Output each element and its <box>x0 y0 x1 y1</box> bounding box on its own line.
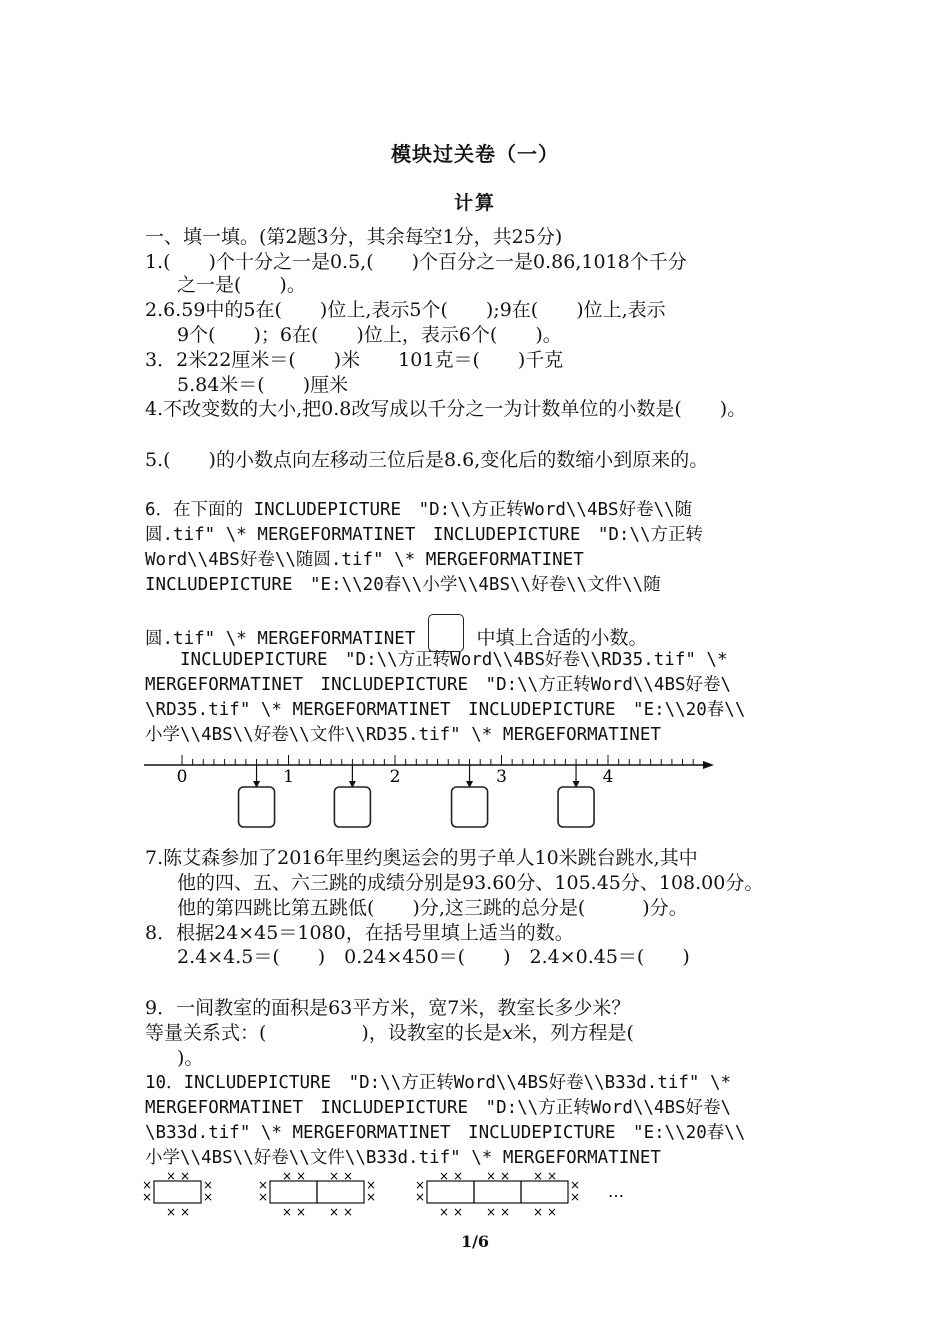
q3-line2: 5.84米＝( )厘米 <box>177 374 349 396</box>
q9-line2 <box>145 1021 634 1045</box>
q6-line5-text: 圆.tif" \* MERGEFORMATINET <box>145 629 416 649</box>
q9-line3: )。 <box>177 1047 204 1069</box>
number-line-arrowhead-icon <box>703 761 714 769</box>
q7-line2: 他的四、五、六三跳的成绩分别是93.60分、105.45分、108.00分。 <box>177 872 764 894</box>
number-line-answer-box <box>334 787 370 827</box>
page-number: 1/6 <box>460 1232 490 1251</box>
chair-mark-icon: × <box>499 1205 511 1219</box>
q9-line2-tail: 米，列方程是( <box>512 1022 634 1044</box>
chair-mark-icon: × <box>485 1172 497 1183</box>
section-subtitle: 计算 <box>453 192 496 214</box>
q6-line9: 小学\\4BS\\好卷\\文件\\RD35.tif" \* MERGEFORMATINET <box>145 725 661 745</box>
number-line-answer-box <box>239 787 275 827</box>
table-pattern-figure <box>140 1172 660 1220</box>
chair-mark-icon: × <box>452 1205 464 1219</box>
chair-mark-icon: × <box>499 1172 511 1183</box>
chair-mark-icon: × <box>485 1205 497 1219</box>
q7-line1: 7.陈艾森参加了2016年里约奥运会的男子单人10米跳台跳水,其中 <box>145 847 698 869</box>
q2-line1: 2.6.59中的5在( )位上,表示5个( );9在( )位上,表示 <box>145 299 666 321</box>
desk-rect <box>317 1181 364 1203</box>
desk-rect <box>154 1181 201 1203</box>
number-line-figure <box>140 748 730 838</box>
q10-line1: 10．INCLUDEPICTURE "D:\\方正转Word\\4BS好卷\\B33d.tif" \* <box>145 1073 732 1093</box>
number-line-label: 3 <box>496 767 507 787</box>
pattern-ellipsis: … <box>608 1182 624 1201</box>
chair-mark-icon: × <box>328 1205 340 1219</box>
number-line-label: 2 <box>389 767 401 787</box>
chair-mark-icon: × <box>281 1205 293 1219</box>
chair-mark-icon: × <box>546 1205 558 1219</box>
chair-mark-icon: × <box>281 1172 293 1183</box>
chair-mark-icon: × <box>179 1205 191 1219</box>
q10-line3: \B33d.tif" \* MERGEFORMATINET INCLUDEPICTURE "E:\\20春\\ <box>145 1123 746 1143</box>
q6-line5-tail: 中填上合适的小数。 <box>476 627 648 649</box>
chair-mark-icon: × <box>295 1205 307 1219</box>
chair-mark-icon: × <box>365 1178 377 1192</box>
q6-line6: INCLUDEPICTURE "D:\\方正转Word\\4BS好卷\\RD35.tif" \* <box>145 650 728 670</box>
number-line-answer-box <box>558 787 594 827</box>
chair-mark-icon: × <box>414 1190 426 1204</box>
chair-mark-icon: × <box>202 1178 214 1192</box>
q8-line2: 2.4×4.5＝( ) 0.24×450＝( ) 2.4×0.45＝( ) <box>177 946 690 968</box>
chair-mark-icon: × <box>414 1178 426 1192</box>
q9-variable: x <box>501 1022 513 1044</box>
q2-line2: 9个( )；6在( )位上，表示6个( )。 <box>177 324 562 346</box>
desk-rect <box>521 1181 568 1203</box>
chair-mark-icon: × <box>569 1178 581 1192</box>
chair-mark-icon: × <box>179 1172 191 1183</box>
q5-line: 5.( )的小数点向左移动三位后是8.6,变化后的数缩小到原来的。 <box>145 449 709 471</box>
number-line-label: 4 <box>602 767 614 787</box>
q6-line3: Word\\4BS好卷\\随圆.tif" \* MERGEFORMATINET <box>145 550 584 570</box>
q6-line7: MERGEFORMATINET INCLUDEPICTURE "D:\\方正转Word\\4BS好卷\ <box>145 675 732 695</box>
desk-rect <box>270 1181 317 1203</box>
chair-mark-icon: × <box>365 1190 377 1204</box>
number-line-answer-box <box>452 787 488 827</box>
number-line-label: 0 <box>176 767 188 787</box>
answer-box-icon <box>428 614 464 652</box>
q6-line8: \RD35.tif" \* MERGEFORMATINET INCLUDEPICTURE "E:\\20春\\ <box>145 700 746 720</box>
chair-mark-icon: × <box>141 1190 153 1204</box>
q10-line4: 小学\\4BS\\好卷\\文件\\B33d.tif" \* MERGEFORMATINET <box>145 1148 661 1168</box>
q6-line5 <box>145 614 647 652</box>
chair-mark-icon: × <box>202 1190 214 1204</box>
q10-line2: MERGEFORMATINET INCLUDEPICTURE "D:\\方正转Word\\4BS好卷\ <box>145 1098 732 1118</box>
q7-line3: 他的第四跳比第五跳低( )分,这三跳的总分是( )分。 <box>177 897 688 919</box>
q1-line1: 1.( )个十分之一是0.5,( )个百分之一是0.86,1018个千分 <box>145 251 687 273</box>
chair-mark-icon: × <box>532 1205 544 1219</box>
number-line-label: 1 <box>283 767 294 787</box>
chair-mark-icon: × <box>342 1205 354 1219</box>
chair-mark-icon: × <box>328 1172 340 1183</box>
chair-mark-icon: × <box>342 1172 354 1183</box>
chair-mark-icon: × <box>532 1172 544 1183</box>
q8-line1: 8．根据24×45＝1080，在括号里填上适当的数。 <box>145 922 574 944</box>
desk-rect <box>427 1181 474 1203</box>
q6-line2: 圆.tif" \* MERGEFORMATINET INCLUDEPICTURE "D:\\方正转 <box>145 525 704 545</box>
chair-mark-icon: × <box>141 1178 153 1192</box>
q4-line: 4.不改变数的大小,把0.8改写成以千分之一为计数单位的小数是( )。 <box>145 398 747 420</box>
chair-mark-icon: × <box>438 1205 450 1219</box>
section-heading: 一、填一填。(第2题3分，其余每空1分，共25分) <box>145 226 563 248</box>
chair-mark-icon: × <box>452 1172 464 1183</box>
desk-rect <box>474 1181 521 1203</box>
q9-line1: 9．一间教室的面积是63平方米，宽7米，教室长多少米？ <box>145 997 631 1019</box>
chair-mark-icon: × <box>165 1172 177 1183</box>
chair-mark-icon: × <box>295 1172 307 1183</box>
chair-mark-icon: × <box>165 1205 177 1219</box>
chair-mark-icon: × <box>569 1190 581 1204</box>
chair-mark-icon: × <box>546 1172 558 1183</box>
q6-line1: 6．在下面的 INCLUDEPICTURE "D:\\方正转Word\\4BS好卷\\随 <box>145 500 693 520</box>
q9-line2-text: 等量关系式：( )，设教室的长是 <box>145 1022 502 1044</box>
chair-mark-icon: × <box>257 1190 269 1204</box>
q3-line1: 3．2米22厘米＝( )米 101克＝( )千克 <box>145 349 564 371</box>
chair-mark-icon: × <box>438 1172 450 1183</box>
page-title: 模块过关卷（一） <box>391 142 559 166</box>
q6-line4: INCLUDEPICTURE "E:\\20春\\小学\\4BS\\好卷\\文件\\随 <box>145 575 661 595</box>
chair-mark-icon: × <box>257 1178 269 1192</box>
q1-line2: 之一是( )。 <box>177 274 306 296</box>
